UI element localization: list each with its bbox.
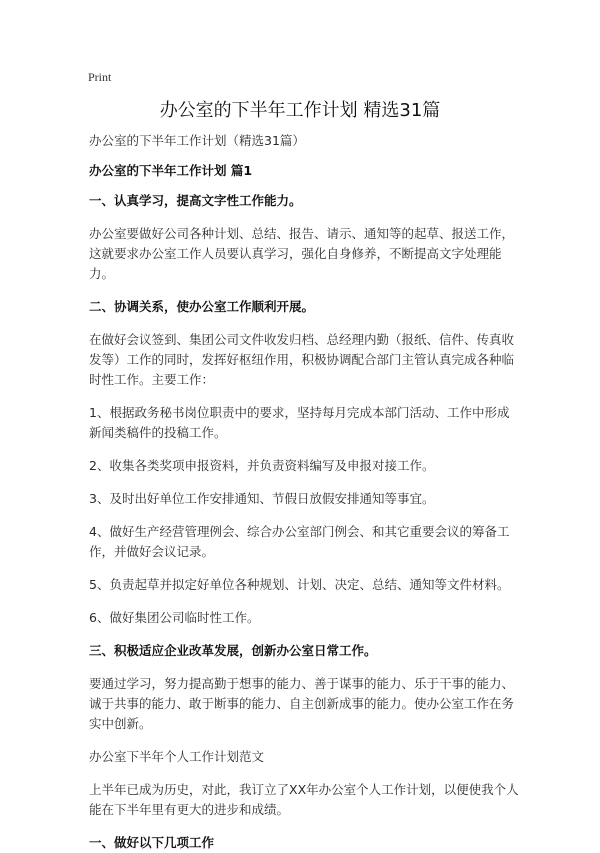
list-item: 1、根据政务秘书岗位职责中的要求，坚持每月完成本部门活动、工作中形成新闻类稿件的投稿工作。: [89, 405, 510, 440]
paragraph: 在做好会议签到、集团公司文件收发归档、总经理内勤（报纸、信件、传真收发等）工作的同时，发挥好枢纽作用，积极协调配合部门主管认真完成各种临时性工作。主要工作：: [89, 332, 515, 387]
paragraph: 要通过学习，努力提高勤于想事的能力、善于谋事的能力、乐于干事的能力、诚于共事的能力、敢于断事的能力、自主创新成事的能力。使办公室工作在务实中创新。: [89, 676, 515, 731]
list-item: 6、做好集团公司临时性工作。: [89, 610, 260, 625]
document-body: [89, 131, 521, 853]
heading-2: 二、协调关系，使办公室工作顺利开展。: [89, 299, 315, 314]
paragraph: 办公室要做好公司各种计划、总结、报告、请示、通知等的起草、报送工作，这就要求办公室工作人员要认真学习，强化自身修养，不断提高文字处理能力。: [89, 226, 515, 281]
list-item: 5、负责起草并拟定好单位各种规划、计划、决定、总结、通知等文件材料。: [89, 577, 510, 592]
list-item: 2、收集各类奖项申报资料，并负责资料编写及申报对接工作。: [89, 458, 435, 473]
list-item: 4、做好生产经营管理例会、综合办公室部门例会、和其它重要会议的筹备工作，并做好会议记录。: [89, 524, 510, 559]
heading-4: 一、做好以下几项工作: [89, 835, 215, 850]
heading-3: 三、积极适应企业改革发展，创新办公室日常工作。: [89, 643, 377, 658]
print-link[interactable]: Print: [88, 70, 112, 84]
section-heading: 办公室的下半年工作计划 篇1: [89, 163, 253, 178]
subtitle: 办公室的下半年工作计划（精选31篇）: [89, 133, 305, 148]
list-item: 3、及时出好单位工作安排通知、节假日放假安排通知等事宜。: [89, 491, 435, 506]
page-title: 办公室的下半年工作计划 精选31篇: [159, 100, 441, 121]
section-subtitle: 办公室下半年个人工作计划范文: [89, 749, 265, 764]
heading-1: 一、认真学习，提高文字性工作能力。: [89, 193, 302, 208]
paragraph: 上半年已成为历史，对此，我订立了XX年办公室个人工作计划，以便使我个人能在下半年里有更大的进步和成绩。: [89, 782, 519, 817]
